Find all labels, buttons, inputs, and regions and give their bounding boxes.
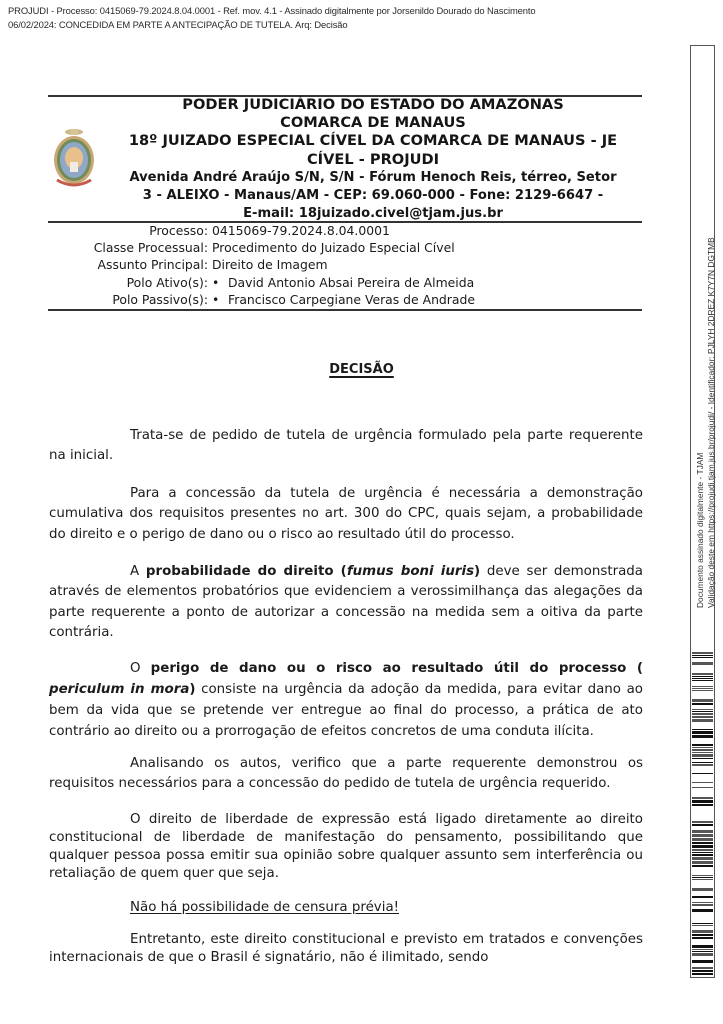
barcode-bar — [692, 749, 713, 751]
barcode-bar — [692, 879, 713, 880]
barcode-bar — [692, 764, 713, 766]
barcode-bar — [692, 934, 713, 936]
header-judiciary: PODER JUDICIÁRIO DO ESTADO DO AMAZONAS — [182, 96, 564, 113]
barcode-bar — [692, 747, 713, 748]
barcode-bar — [692, 752, 713, 753]
barcode-bar — [692, 849, 713, 851]
barcode-bar — [692, 824, 713, 826]
barcode-bar — [692, 729, 713, 730]
barcode-bar — [692, 735, 713, 738]
barcode-bar — [692, 676, 713, 677]
document-title — [0, 358, 723, 377]
barcode-bar — [692, 949, 713, 950]
barcode-bar — [692, 834, 713, 837]
barcode-bar — [692, 875, 713, 876]
paragraph-3 — [49, 562, 643, 643]
bullet-icon: • — [212, 274, 220, 290]
meta-label: Processo: — [149, 223, 208, 238]
barcode-bar — [692, 970, 713, 972]
meta-row-polo-ativo — [14, 274, 475, 291]
header-court-name: 18º JUIZADO ESPECIAL CÍVEL DA COMARCA DE MANAUS - JE — [128, 132, 618, 150]
barcode-bar — [692, 945, 713, 948]
barcode-bar — [692, 852, 713, 853]
paragraph-5: Analisando os autos, verifico que a parte requerente demonstrou os requisitos necessários para a concessão do pedido de tutela de urgência requerido. — [49, 756, 643, 792]
bullet-icon: • — [212, 291, 220, 307]
barcode-bar — [692, 953, 713, 956]
meta-value: 0415069-79.2024.8.04.0001 — [212, 223, 390, 238]
barcode-bar — [692, 973, 713, 975]
meta-row-polo-passivo — [14, 291, 475, 308]
signature-stamp-line: PROJUDI - Processo: 0415069-79.2024.8.04.0001 - Ref. mov. 4.1 - Assinado digitalmente por Jorsenildo Dourado do Nascimento — [8, 5, 536, 16]
document-title-text: DECISÃO — [329, 362, 394, 377]
bold-term: ) — [189, 682, 196, 697]
meta-row-assunto — [14, 256, 475, 273]
paragraph-2: Para a concessão da tutela de urgência é necessária a demonstração cumulativa dos requisitos presentes no art. 300 do CPC, quais sejam, a probabilidade do direito e o perigo de dano ou o risco ao resultado útil do processo. — [49, 486, 643, 542]
barcode-bar — [692, 713, 713, 715]
barcode-bar — [692, 937, 713, 939]
text-run: consiste na urgência da adoção da medida, para evitar dano ao bem da vida que se pretende ver entregue ao final do processo, a prática de ato contrário ao direito ou a prorrogação de efeitos concretos de uma conduta ilícita. — [49, 682, 643, 739]
barcode-bar — [692, 896, 713, 898]
coat-of-arms-icon — [51, 124, 97, 190]
barcode-icon — [692, 652, 713, 975]
barcode-bar — [692, 657, 713, 658]
barcode-bar — [692, 857, 713, 860]
barcode-bar — [692, 709, 713, 710]
barcode-bar — [692, 888, 713, 891]
text-run: deve ser demonstrada através de elementos probatórios que evidenciem a verossimilhança das alegações da parte requerente a ponto de autorizar a concessão na medida sem a oitiva da parte contrária. — [49, 564, 644, 640]
barcode-bar — [692, 673, 713, 675]
barcode-bar — [692, 861, 713, 864]
barcode-bar — [692, 842, 713, 844]
barcode-bar — [692, 967, 713, 969]
meta-row-classe — [14, 239, 475, 256]
decision-stamp-line: 06/02/2024: CONCEDIDA EM PARTE A ANTECIPAÇÃO DE TUTELA. Arq: Decisão — [8, 19, 348, 30]
barcode-bar — [692, 662, 713, 665]
case-metadata — [14, 222, 475, 308]
meta-value: Procedimento do Juizado Especial Cível — [212, 240, 455, 256]
barcode-bar — [692, 877, 713, 878]
header-email: E-mail: 18juizado.civel@tjam.jus.br — [243, 206, 503, 222]
court-header — [100, 96, 646, 223]
meta-label: Assunto Principal: — [97, 257, 208, 273]
meta-value: David Antonio Absai Pereira de Almeida — [228, 274, 475, 290]
barcode-bar — [692, 731, 713, 734]
barcode-bar — [692, 787, 713, 788]
barcode-bar — [692, 830, 713, 833]
paragraph-6: O direito de liberdade de expressão está ligado diretamente ao direito constitucional de liberdade de manifestação do pensamento, possibilitando que qualquer pessoa possa emitir sua opinião sobre qualquer assunto sem interferência ou retaliação de quem quer que seja. — [49, 812, 643, 881]
barcode-bar — [692, 754, 713, 757]
text-run: A — [130, 564, 146, 579]
barcode-bar — [692, 703, 713, 705]
bold-term: ) — [474, 564, 481, 579]
barcode-bar — [692, 758, 713, 759]
barcode-bar — [692, 951, 713, 952]
barcode-bar — [692, 762, 713, 763]
header-address-2: 3 - ALEIXO - Manaus/AM - CEP: 69.060-000 - Fone: 2129-6647 - — [142, 188, 604, 204]
barcode-bar — [692, 804, 713, 806]
barcode-bar — [692, 925, 713, 926]
barcode-bar — [692, 854, 713, 856]
barcode-bar — [692, 711, 713, 712]
signed-notice: Documento assinado digitalmente - TJAM — [695, 452, 705, 608]
latin-term: fumus boni iuris — [346, 564, 475, 579]
barcode-bar — [692, 865, 713, 867]
barcode-bar — [692, 909, 713, 912]
barcode-bar — [692, 719, 713, 722]
validation-text — [695, 237, 717, 608]
text-run: O — [130, 661, 151, 676]
metadata-bottom-rule — [48, 309, 642, 311]
bold-term: perigo de dano ou o risco ao resultado útil do processo ( — [150, 661, 644, 676]
barcode-bar — [692, 904, 713, 906]
barcode-bar — [692, 686, 713, 687]
barcode-bar — [692, 797, 713, 799]
paragraph-4 — [49, 658, 643, 742]
header-comarca: COMARCA DE MANAUS — [280, 114, 466, 132]
barcode-bar — [692, 744, 713, 746]
bold-term: probabilidade do direito ( — [145, 564, 347, 579]
barcode-bar — [692, 716, 713, 718]
barcode-bar — [692, 680, 713, 681]
paragraph-8: Entretanto, este direito constitucional e previsto em tratados e convenções internacionais de que o Brasil é signatário, não é ilimitado, sendo — [49, 932, 643, 965]
barcode-bar — [692, 652, 713, 654]
validation-url: Validação deste em https://projudi.tjam.jus.br/projudi/ - Identificador: PJLYH 2DREZ K7Y7N DGTMB — [706, 237, 716, 608]
barcode-bar — [692, 773, 713, 774]
meta-label: Classe Processual: — [93, 240, 208, 256]
latin-term: periculum in mora — [49, 682, 190, 697]
barcode-bar — [692, 902, 713, 903]
barcode-bar — [692, 930, 713, 933]
barcode-bar — [692, 699, 713, 702]
emphasis-statement: Não há possibilidade de censura prévia! — [130, 900, 400, 915]
paragraph-1: Trata-se de pedido de tutela de urgência formulado pela parte requerente na inicial. — [49, 428, 643, 464]
barcode-bar — [692, 923, 713, 924]
barcode-bar — [692, 690, 713, 691]
meta-value: Direito de Imagem — [212, 257, 328, 273]
barcode-bar — [692, 838, 713, 841]
meta-label: Polo Passivo(s): — [112, 291, 208, 307]
barcode-bar — [692, 800, 713, 803]
header-address-1: Avenida André Araújo S/N, S/N - Fórum Henoch Reis, térreo, Setor — [129, 169, 617, 185]
barcode-bar — [692, 678, 713, 679]
meta-label: Polo Ativo(s): — [126, 274, 208, 290]
header-court-name-cont: CÍVEL - PROJUDI — [306, 150, 440, 168]
meta-row-processo — [14, 222, 475, 239]
barcode-bar — [692, 845, 713, 848]
barcode-bar — [692, 960, 713, 963]
meta-value: Francisco Carpegiane Veras de Andrade — [228, 291, 475, 307]
barcode-bar — [692, 655, 713, 656]
barcode-bar — [692, 688, 713, 689]
barcode-bar — [692, 782, 713, 783]
barcode-bar — [692, 821, 713, 823]
